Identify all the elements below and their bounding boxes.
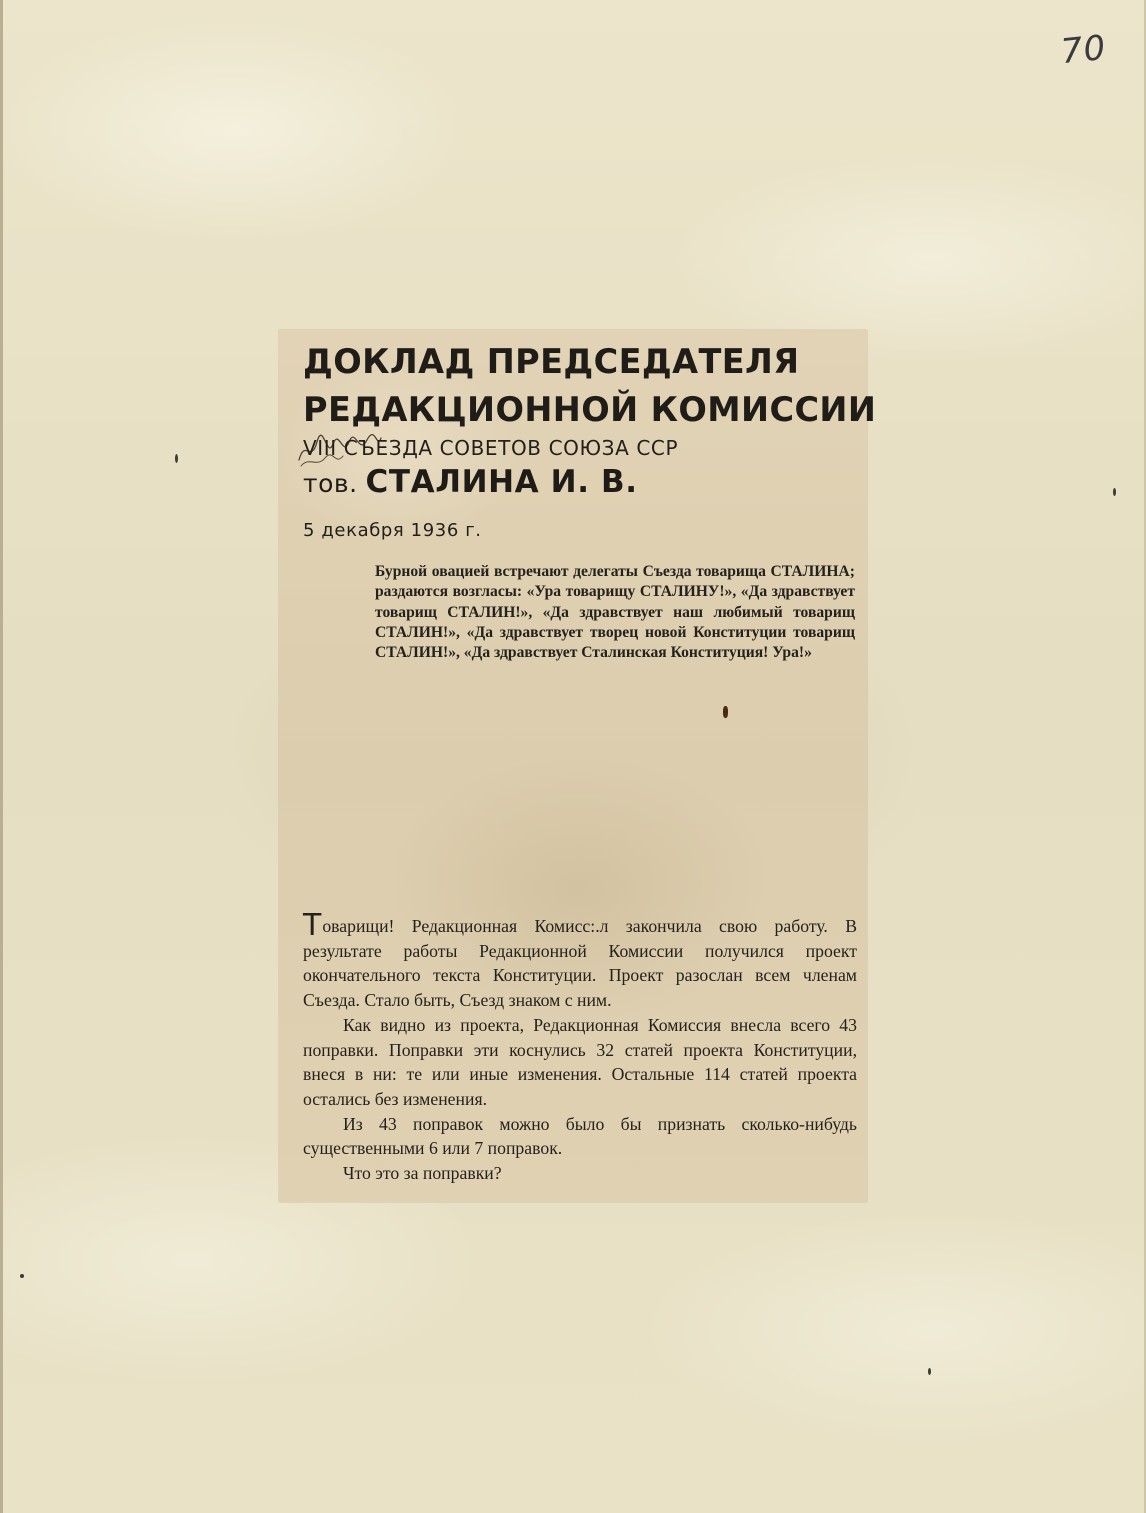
paragraph: Что это за поправки? xyxy=(343,1163,502,1184)
paragraph: Из 43 поправок можно было бы признать сколько-нибудь существенными 6 или 7 поправок. xyxy=(303,1113,857,1159)
paragraph xyxy=(303,908,857,1013)
clipping-headline xyxy=(303,338,876,434)
speaker-prefix: тов. xyxy=(303,469,358,498)
drop-cap: Т xyxy=(303,908,322,943)
folio-number: 70 xyxy=(1059,27,1109,73)
speaker-name: СТАЛИНА И. В. xyxy=(365,464,638,500)
speck xyxy=(175,454,178,463)
newspaper-clipping xyxy=(279,330,877,1202)
headline-line-2: РЕДАКЦИОННОЙ КОМИССИИ xyxy=(303,390,877,429)
report-date: 5 декабря 1936 г. xyxy=(303,520,482,541)
report-body xyxy=(303,908,857,1186)
paragraph: Как видно из проекта, Редакционная Комиссия внесла всего 43 поправки. Поправки эти коснулись 32 статей проекта Конституции, внеся в ни: те или иные изменения. Остальные 114 статей проекта остались без изменения. xyxy=(303,1014,857,1109)
speck xyxy=(20,1274,24,1278)
paragraph-text: оварищи! Редакционная Комисс:.л закончила свою работу. В результате работы Редакционной Комиссии получился проект окончательного текста Конституции. Проект разослан всем членам Съезда. Стало быть, Съезд знаком с ним. xyxy=(303,916,857,1011)
speck xyxy=(928,1368,931,1375)
headline-line-1: ДОКЛАД ПРЕДСЕДАТЕЛЯ xyxy=(303,342,800,381)
clipping-subheading: VIII СЪЕЗДА СОВЕТОВ СОЮЗА ССР xyxy=(303,436,679,460)
speaker-line xyxy=(303,464,638,500)
speck xyxy=(1113,488,1116,496)
ink-stain xyxy=(723,706,728,718)
ovation-note: Бурной овацией встречают делегаты Съезда товарища СТАЛИНА; раздаются возгласы: «Ура товарищу СТАЛИНУ!», «Да здравствует товарищ СТАЛИН!», «Да здравствует наш любимый товарищ СТАЛИН!», «Да здравствует творец новой Конституции товарищ СТАЛИН!», «Да здравствует Сталинская Конституция! Ура!» xyxy=(375,563,855,662)
